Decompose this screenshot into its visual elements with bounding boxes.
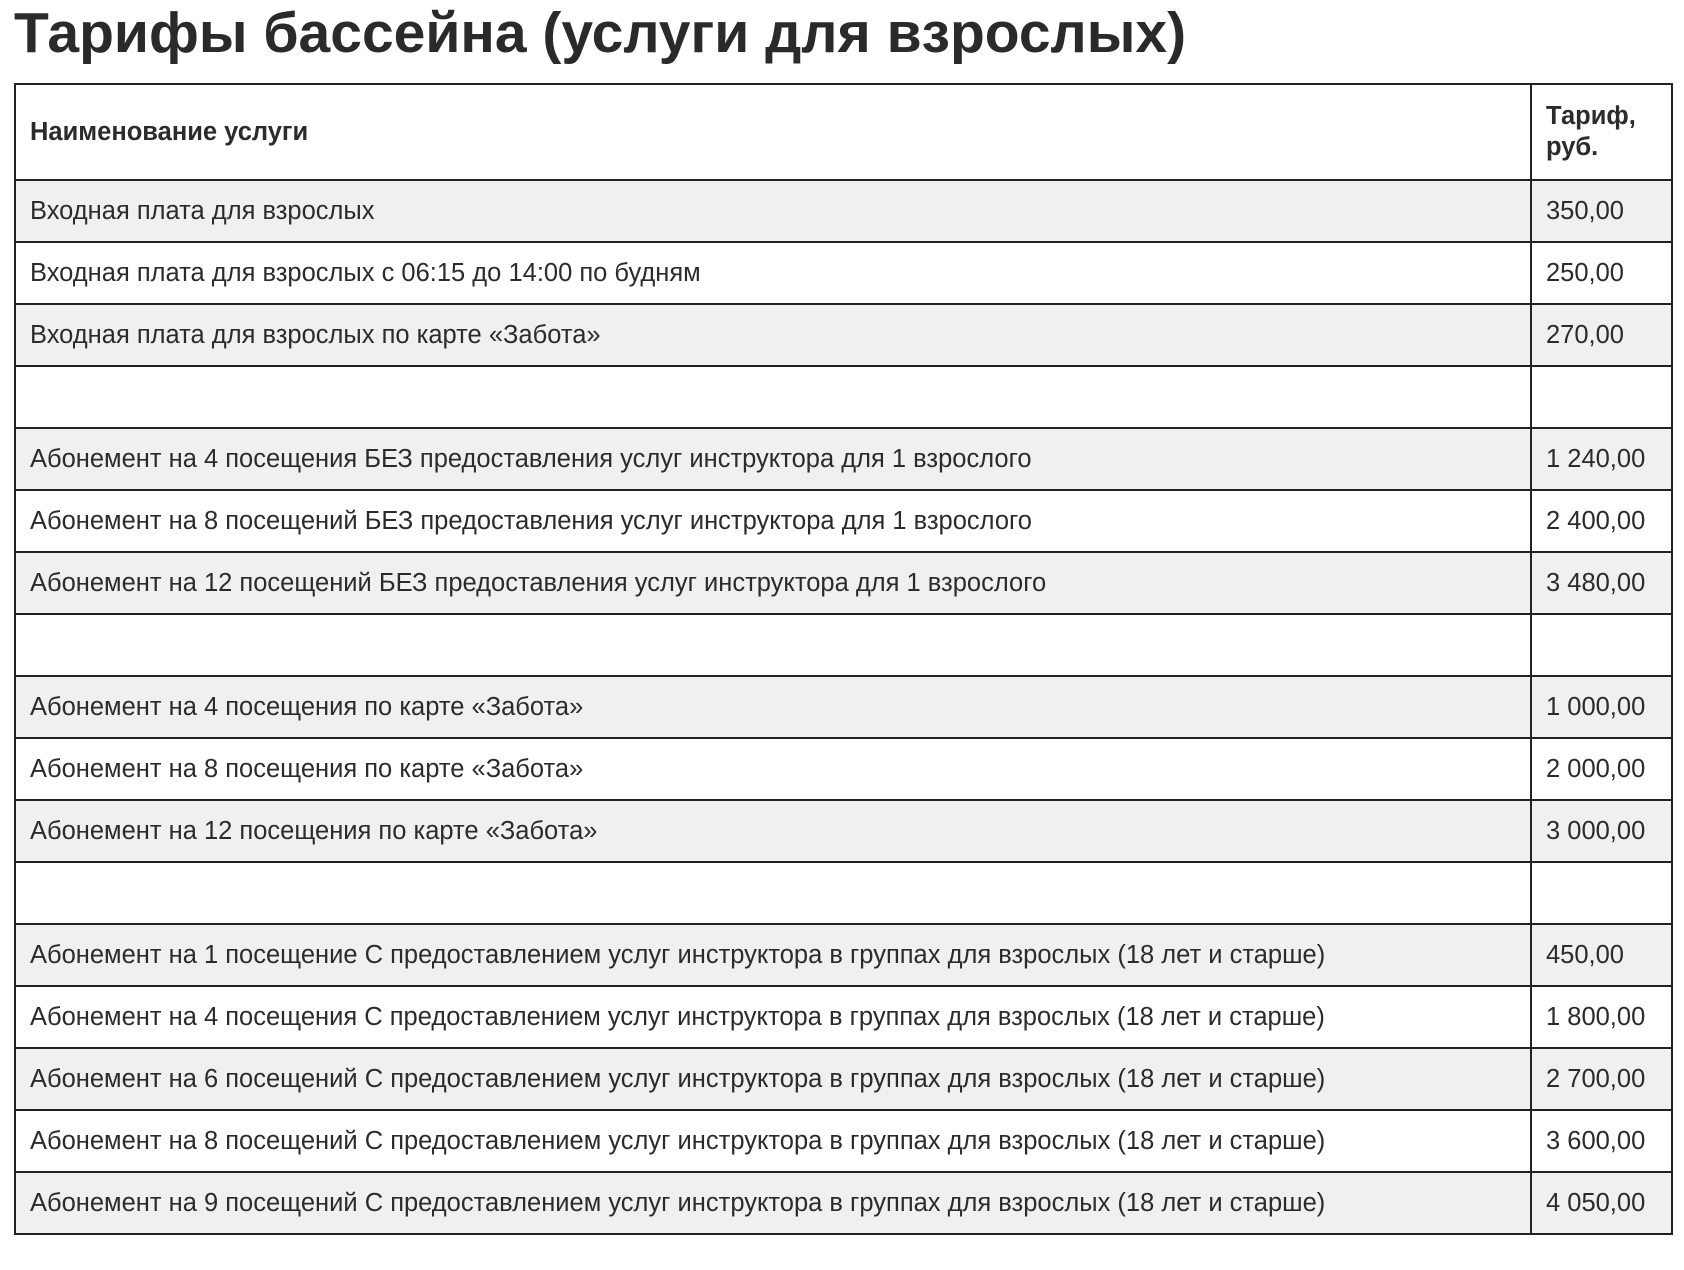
tariff-cell: 4 050,00: [1531, 1172, 1672, 1234]
service-name-cell: Абонемент на 8 посещений С предоставлением услуг инструктора в группах для взрослых (18 лет и старше): [15, 1110, 1531, 1172]
service-name-cell: Абонемент на 6 посещений С предоставлением услуг инструктора в группах для взрослых (18 лет и старше): [15, 1048, 1531, 1110]
tariff-cell: 2 400,00: [1531, 490, 1672, 552]
service-name-cell: [15, 366, 1531, 428]
table-row: [15, 1110, 1672, 1172]
tariff-cell: 1 800,00: [1531, 986, 1672, 1048]
tariff-cell: 2 700,00: [1531, 1048, 1672, 1110]
tariff-cell: 250,00: [1531, 242, 1672, 304]
table-row: [15, 304, 1672, 366]
service-name-cell: Абонемент на 12 посещения по карте «Забота»: [15, 800, 1531, 862]
tariff-cell: [1531, 862, 1672, 924]
tariff-cell: 350,00: [1531, 180, 1672, 242]
table-row: [15, 986, 1672, 1048]
table-row: [15, 924, 1672, 986]
table-row: [15, 800, 1672, 862]
column-header-service-name: Наименование услуги: [15, 84, 1531, 180]
service-name-cell: Абонемент на 8 посещений БЕЗ предоставления услуг инструктора для 1 взрослого: [15, 490, 1531, 552]
table-row: [15, 490, 1672, 552]
service-name-cell: Абонемент на 8 посещения по карте «Забота»: [15, 738, 1531, 800]
service-name-cell: Входная плата для взрослых с 06:15 до 14:00 по будням: [15, 242, 1531, 304]
tariff-cell: 3 480,00: [1531, 552, 1672, 614]
page-title: Тарифы бассейна (услуги для взрослых): [14, 1, 1187, 65]
service-name-cell: Абонемент на 4 посещения С предоставлением услуг инструктора в группах для взрослых (18 лет и старше): [15, 986, 1531, 1048]
column-header-tariff: Тариф, руб.: [1531, 84, 1672, 180]
table-row-spacer: [15, 862, 1672, 924]
table-row: [15, 180, 1672, 242]
table-row-spacer: [15, 614, 1672, 676]
tariff-cell: 1 000,00: [1531, 676, 1672, 738]
tariff-table: [14, 83, 1673, 1235]
table-row: [15, 428, 1672, 490]
tariff-cell: [1531, 614, 1672, 676]
table-row-spacer: [15, 366, 1672, 428]
table-row: [15, 1172, 1672, 1234]
service-name-cell: Абонемент на 4 посещения по карте «Забота»: [15, 676, 1531, 738]
table-row: [15, 676, 1672, 738]
service-name-cell: [15, 862, 1531, 924]
service-name-cell: [15, 614, 1531, 676]
table-row: [15, 242, 1672, 304]
table-header-row: [15, 84, 1672, 180]
service-name-cell: Входная плата для взрослых по карте «Забота»: [15, 304, 1531, 366]
tariff-cell: 270,00: [1531, 304, 1672, 366]
service-name-cell: Абонемент на 12 посещений БЕЗ предоставления услуг инструктора для 1 взрослого: [15, 552, 1531, 614]
service-name-cell: Абонемент на 4 посещения БЕЗ предоставления услуг инструктора для 1 взрослого: [15, 428, 1531, 490]
tariff-cell: 3 000,00: [1531, 800, 1672, 862]
service-name-cell: Абонемент на 1 посещение С предоставлением услуг инструктора в группах для взрослых (18 лет и старше): [15, 924, 1531, 986]
tariff-cell: 2 000,00: [1531, 738, 1672, 800]
tariff-cell: 450,00: [1531, 924, 1672, 986]
tariff-cell: 1 240,00: [1531, 428, 1672, 490]
table-row: [15, 738, 1672, 800]
table-row: [15, 552, 1672, 614]
tariff-cell: [1531, 366, 1672, 428]
service-name-cell: Абонемент на 9 посещений С предоставлением услуг инструктора в группах для взрослых (18 лет и старше): [15, 1172, 1531, 1234]
table-row: [15, 1048, 1672, 1110]
service-name-cell: Входная плата для взрослых: [15, 180, 1531, 242]
tariff-cell: 3 600,00: [1531, 1110, 1672, 1172]
